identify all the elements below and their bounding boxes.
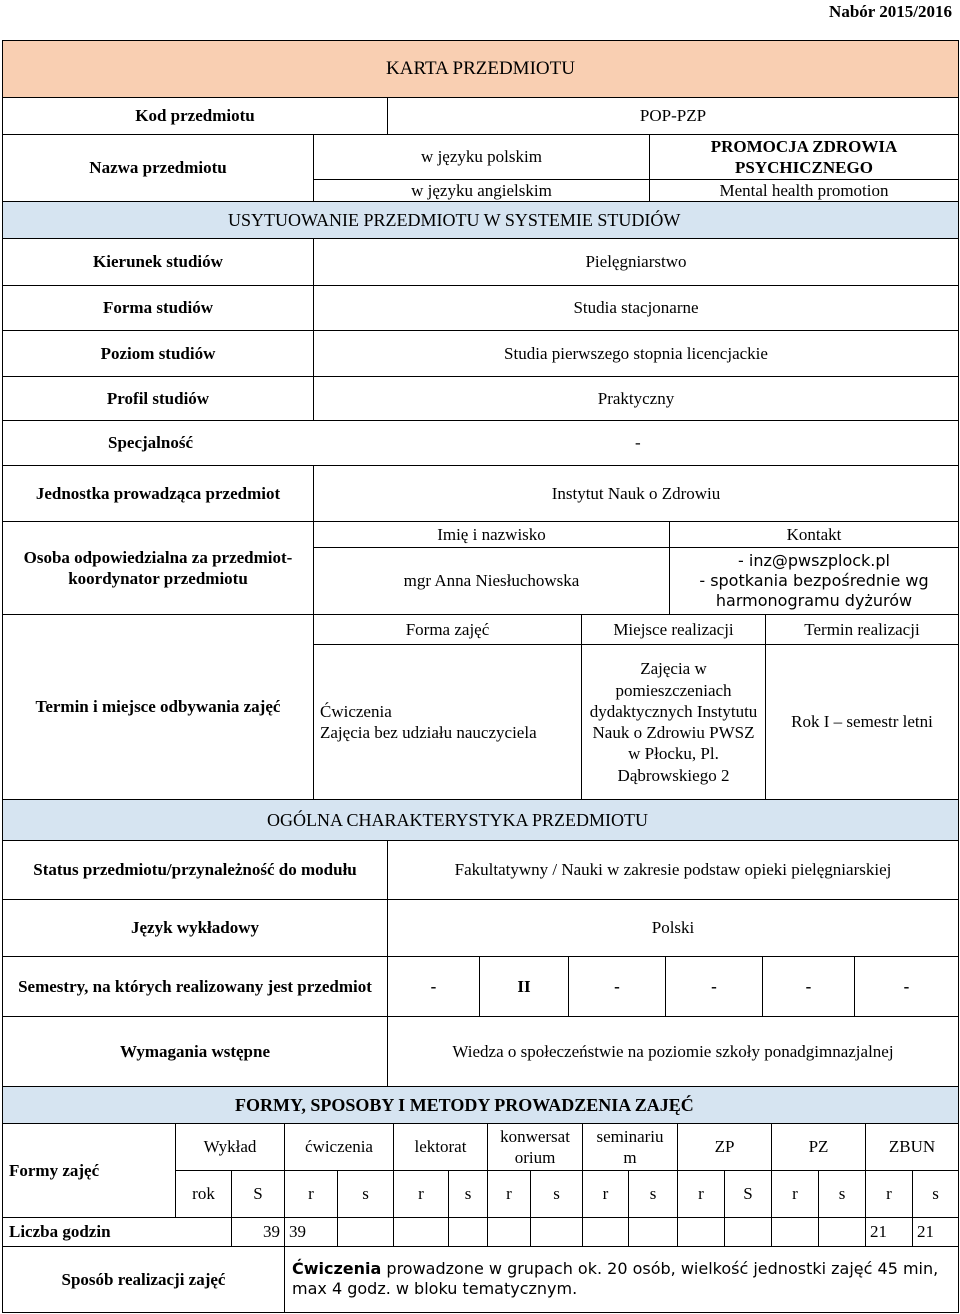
godziny-col-6: [487, 1217, 531, 1247]
semestr-6: -: [854, 956, 959, 1017]
wymagania-value: Wiedza o społeczeństwie na poziomie szkoły ponadgimnazjalnej: [387, 1016, 959, 1087]
contact-meeting: - spotkania bezpośrednie wg harmonogramu dyżurów: [699, 571, 929, 610]
sub-col-10: r: [677, 1170, 725, 1218]
semestr-5: -: [762, 956, 855, 1017]
specjalnosc-label: Specjalność: [108, 433, 193, 453]
sposob-label: Sposób realizacji zajęć: [2, 1246, 285, 1313]
sub-col-4: r: [393, 1170, 449, 1218]
sposob-bold: Ćwiczenia: [292, 1259, 382, 1278]
typ-zp: ZP: [677, 1123, 772, 1171]
typ-seminarium: seminarium: [582, 1123, 678, 1171]
kierunek-label: Kierunek studiów: [2, 238, 314, 286]
poziom-label: Poziom studiów: [2, 330, 314, 377]
formy-label: Formy zajęć: [2, 1123, 176, 1218]
typ-pz: PZ: [771, 1123, 866, 1171]
semestr-3: -: [568, 956, 666, 1017]
sub-col-7: s: [530, 1170, 583, 1218]
status-label: Status przedmiotu/przynależność do modułu: [2, 840, 388, 900]
godziny-col-5: [448, 1217, 488, 1247]
page-title: KARTA PRZEDMIOTU: [2, 40, 959, 98]
profil-value: Praktyczny: [313, 376, 959, 421]
termin-forma-value: [313, 644, 582, 800]
poziom-value: Studia pierwszego stopnia licencjackie: [313, 330, 959, 377]
section-formy: FORMY, SPOSOBY I METODY PROWADZENIA ZAJĘĆ: [2, 1086, 959, 1124]
sub-col-11: S: [724, 1170, 772, 1218]
typ-konwersatorium: konwersatorium: [487, 1123, 583, 1171]
godziny-col-7: [530, 1217, 583, 1247]
nazwa-label: Nazwa przedmiotu: [2, 134, 314, 202]
semestr-1: -: [387, 956, 480, 1017]
wymagania-label: Wymagania wstępne: [2, 1016, 388, 1087]
forma-label: Forma studiów: [2, 285, 314, 331]
nazwa-en-value: Mental health promotion: [649, 179, 959, 202]
termin-forma-header: Forma zajęć: [313, 614, 582, 645]
sub-col-8: r: [582, 1170, 629, 1218]
godziny-col-8: [582, 1217, 629, 1247]
termin-miejsce-value: Zajęcia w pomieszczeniach dydaktycznych Instytutu Nauk o Zdrowiu PWSZ w Płocku, Pl. Dąbrowskiego 2: [581, 644, 766, 800]
jezyk-value: Polski: [387, 899, 959, 957]
godziny-col-9: [628, 1217, 678, 1247]
semestr-4: -: [665, 956, 763, 1017]
sub-col-5: s: [448, 1170, 488, 1218]
godziny-col-14: 21: [865, 1217, 913, 1247]
godziny-col-11: [724, 1217, 772, 1247]
godziny-col-13: [818, 1217, 866, 1247]
osoba-name: mgr Anna Niesłuchowska: [313, 547, 670, 615]
jezyk-label: Język wykładowy: [2, 899, 388, 957]
sposob-rest: prowadzone w grupach ok. 20 osób, wielkość jednostki zajęć 45 min, max 4 godz. w bloku tematycznym.: [292, 1259, 939, 1298]
godziny-label: Liczba godzin: [2, 1217, 285, 1247]
sub-col-14: r: [865, 1170, 913, 1218]
sub-col-13: s: [818, 1170, 866, 1218]
section-usytuowanie: USYTUOWANIE PRZEDMIOTU W SYSTEMIE STUDIÓW: [2, 201, 959, 239]
godziny-col-1: 39: [231, 1217, 285, 1247]
semestry-label: Semestry, na których realizowany jest przedmiot: [2, 956, 388, 1017]
osoba-name-header: Imię i nazwisko: [313, 521, 670, 548]
termin-label: Termin i miejsce odbywania zajęć: [2, 614, 314, 800]
kod-value: POP-PZP: [387, 97, 959, 135]
jednostka-label: Jednostka prowadząca przedmiot: [2, 465, 314, 522]
rok-label: rok: [175, 1170, 232, 1218]
godziny-col-15: 21: [912, 1217, 959, 1247]
nazwa-pl-label: w języku polskim: [313, 134, 650, 180]
osoba-label: Osoba odpowiedzialna za przedmiot- koordynator przedmiotu: [2, 521, 314, 615]
sposob-value: [284, 1246, 959, 1313]
typ-cwiczenia: ćwiczenia: [284, 1123, 394, 1171]
semestr-2: II: [479, 956, 569, 1017]
kod-label: Kod przedmiotu: [2, 97, 388, 135]
sub-col-1: S: [231, 1170, 285, 1218]
termin-termin-header: Termin realizacji: [765, 614, 959, 645]
termin-termin-value: Rok I – semestr letni: [765, 644, 959, 800]
sub-col-2: r: [284, 1170, 338, 1218]
sub-col-3: s: [337, 1170, 394, 1218]
status-value: Fakultatywny / Nauki w zakresie podstaw opieki pielęgniarskiej: [387, 840, 959, 900]
nazwa-pl-value: PROMOCJA ZDROWIA PSYCHICZNEGO: [649, 134, 959, 180]
godziny-col-3: [337, 1217, 394, 1247]
profil-label: Profil studiów: [2, 376, 314, 421]
contact-email: - inz@pwszplock.pl: [738, 551, 890, 570]
forma-cwiczenia: Ćwiczenia: [320, 701, 392, 721]
sub-col-6: r: [487, 1170, 531, 1218]
termin-miejsce-header: Miejsce realizacji: [581, 614, 766, 645]
specjalnosc-row: [2, 420, 959, 466]
godziny-col-2: 39: [284, 1217, 338, 1247]
godziny-col-10: [677, 1217, 725, 1247]
specjalnosc-value: -: [635, 433, 641, 453]
godziny-col-4: [393, 1217, 449, 1247]
osoba-contact-header: Kontakt: [669, 521, 959, 548]
section-charakterystyka: OGÓLNA CHARAKTERYSTYKA PRZEDMIOTU: [2, 799, 959, 841]
typ-zbun: ZBUN: [865, 1123, 959, 1171]
jednostka-value: Instytut Nauk o Zdrowiu: [313, 465, 959, 522]
nabor-header: Nabór 2015/2016: [829, 2, 952, 21]
nazwa-en-label: w języku angielskim: [313, 179, 650, 202]
forma-value: Studia stacjonarne: [313, 285, 959, 331]
kierunek-value: Pielęgniarstwo: [313, 238, 959, 286]
godziny-col-12: [771, 1217, 819, 1247]
typ-wyklad: Wykład: [175, 1123, 285, 1171]
sub-col-12: r: [771, 1170, 819, 1218]
sub-col-15: s: [912, 1170, 959, 1218]
sub-col-9: s: [628, 1170, 678, 1218]
osoba-contact: [669, 547, 959, 615]
forma-bez-nauczyciela: Zajęcia bez udziału nauczyciela: [320, 723, 537, 742]
typ-lektorat: lektorat: [393, 1123, 488, 1171]
